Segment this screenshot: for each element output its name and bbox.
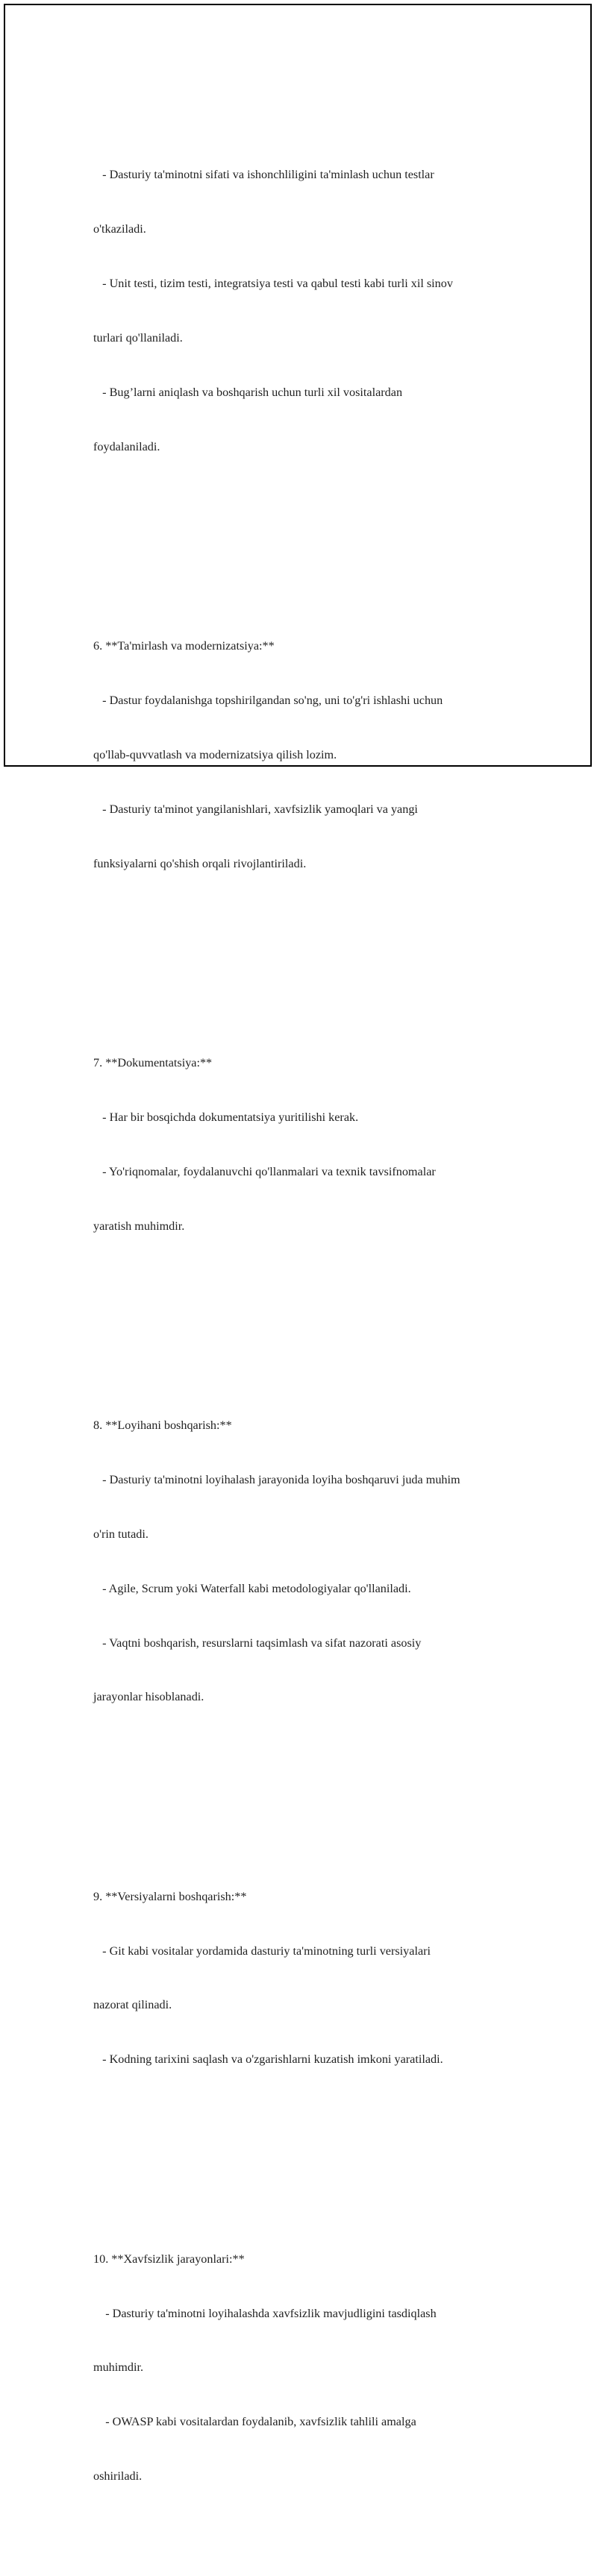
- paragraph-gap: [93, 1307, 526, 1325]
- section-project-management: [93, 1380, 526, 1742]
- text-line: - Dasturiy ta'minotni loyihalash jarayonida loyiha boshqaruvi juda muhim: [93, 1472, 460, 1486]
- section-heading: 8. **Loyihani boshqarish:**: [93, 1418, 232, 1432]
- text-line: - Vaqtni boshqarish, resurslarni taqsimlash va sifat nazorati asosiy: [93, 1636, 422, 1650]
- section-heading: 10. **Xavfsizlik jarayonlari:**: [93, 2252, 245, 2266]
- text-line: - Git kabi vositalar yordamida dasturiy ta'minotning turli versiyalari: [93, 1944, 431, 1958]
- section-heading: 9. **Versiyalarni boshqarish:**: [93, 1889, 247, 1903]
- text-line: - Bug’larni aniqlash va boshqarish uchun turli xil vositalardan: [93, 386, 403, 400]
- document-body: [93, 75, 526, 2576]
- text-line: - Unit testi, tizim testi, integratsiya testi va qabul testi kabi turli xil sinov: [93, 277, 453, 291]
- text-line: - Dastur foydalanishga topshirilgandan so'ng, uni to'g'ri ishlashi uchun: [93, 694, 443, 708]
- text-line: - OWASP kabi vositalardan foydalanib, xavfsizlik tahlili amalga: [93, 2415, 416, 2429]
- section-heading: 7. **Dokumentatsiya:**: [93, 1056, 213, 1070]
- section-testing: [93, 130, 526, 492]
- text-line: funksiyalarni qo'shish orqali rivojlantiriladi.: [93, 856, 307, 870]
- text-line: o'tkaziladi.: [93, 222, 146, 236]
- text-line: yaratish muhimdir.: [93, 1219, 185, 1233]
- text-line: - Dasturiy ta'minotni sifati va ishonchliligini ta'minlash uchun testlar: [93, 168, 434, 182]
- paragraph-gap: [93, 945, 526, 963]
- paragraph-gap: [93, 2141, 526, 2159]
- text-line: - Har bir bosqichda dokumentatsiya yuritilishi kerak.: [93, 1110, 359, 1124]
- page-frame: [4, 4, 592, 2484]
- section-version-control: [93, 1851, 526, 2105]
- text-line: o'rin tutadi.: [93, 1527, 149, 1541]
- section-maintenance: [93, 601, 526, 909]
- text-line: turlari qo'llaniladi.: [93, 331, 183, 345]
- section-documentation: [93, 1017, 526, 1271]
- text-line: - Dasturiy ta'minotni loyihalashda xavfsizlik mavjudligini tasdiqlash: [93, 2306, 437, 2320]
- section-security: [93, 2214, 526, 2522]
- text-line: oshiriladi.: [93, 2469, 143, 2484]
- text-line: qo'llab-quvvatlash va modernizatsiya qilish lozim.: [93, 747, 337, 761]
- section-heading: 6. **Ta'mirlash va modernizatsiya:**: [93, 639, 275, 653]
- text-line: - Kodning tarixini saqlash va o'zgarishlarni kuzatish imkoni yaratiladi.: [93, 2052, 443, 2067]
- text-line: jarayonlar hisoblanadi.: [93, 1690, 204, 1704]
- text-line: - Agile, Scrum yoki Waterfall kabi metodologiyalar qo'llaniladi.: [93, 1581, 411, 1595]
- text-line: - Yo'riqnomalar, foydalanuvchi qo'llanmalari va texnik tavsifnomalar: [93, 1164, 436, 1178]
- paragraph-gap: [93, 1779, 526, 1797]
- text-line: foydalaniladi.: [93, 439, 160, 453]
- text-line: nazorat qilinadi.: [93, 1998, 172, 2012]
- text-line: - Dasturiy ta'minot yangilanishlari, xavfsizlik yamoqlari va yangi: [93, 802, 418, 816]
- text-line: muhimdir.: [93, 2360, 144, 2375]
- paragraph-gap: [93, 528, 526, 546]
